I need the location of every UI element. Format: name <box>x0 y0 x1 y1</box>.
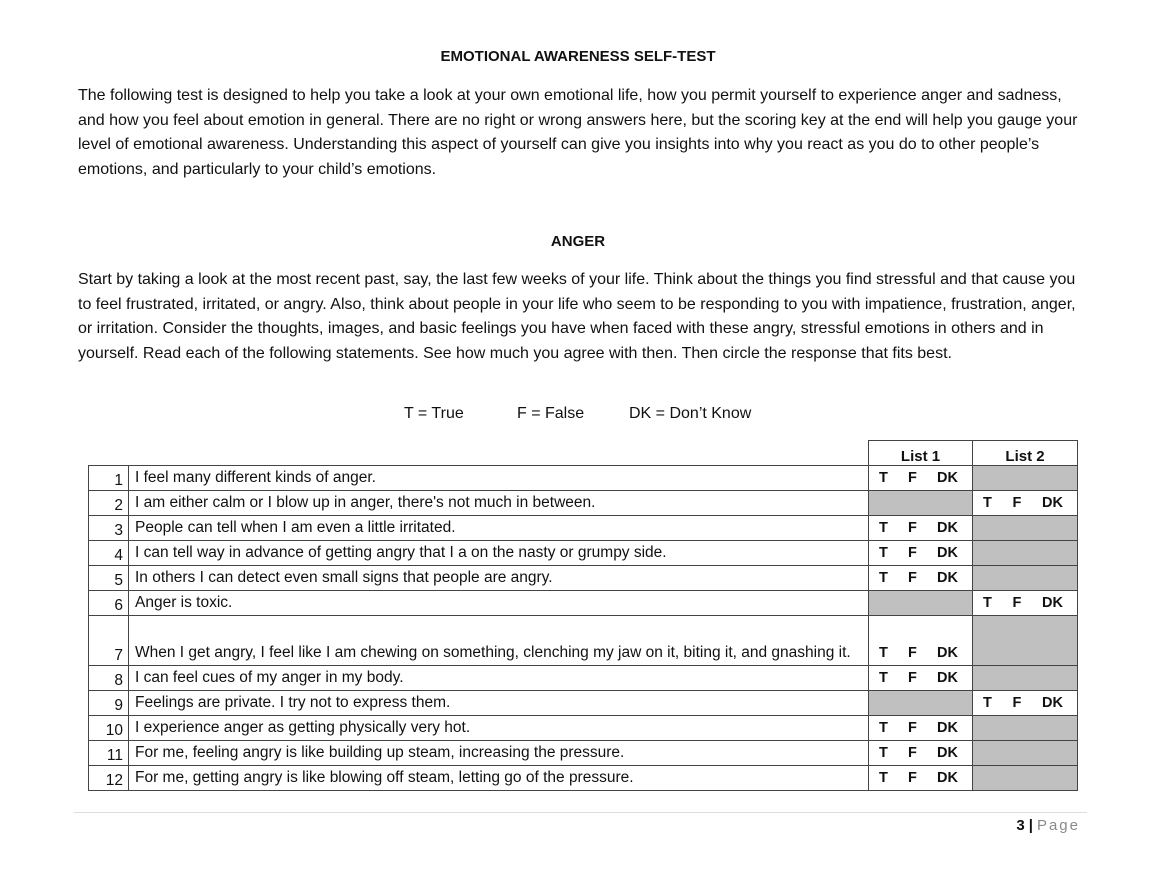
response-option-false[interactable]: F <box>908 745 917 761</box>
response-option-false[interactable]: F <box>908 545 917 561</box>
anger-statements-table <box>88 440 1078 791</box>
response-option-dont-know[interactable]: DK <box>1042 495 1063 511</box>
statement-text: For me, getting angry is like blowing off steam, letting go of the pressure. <box>129 766 869 791</box>
table-row <box>89 591 1078 616</box>
list-1-shaded-cell <box>869 491 973 516</box>
statement-number: 2 <box>89 491 129 516</box>
list-1-response-cell[interactable] <box>869 741 973 766</box>
table-row <box>89 516 1078 541</box>
response-option-true[interactable]: T <box>879 720 888 736</box>
statement-number: 11 <box>89 741 129 766</box>
list-2-response-cell[interactable] <box>973 591 1078 616</box>
table-row <box>89 541 1078 566</box>
response-option-dont-know[interactable]: DK <box>937 545 958 561</box>
statement-text: In others I can detect even small signs that people are angry. <box>129 566 869 591</box>
statement-text: I can tell way in advance of getting angry that I a on the nasty or grumpy side. <box>129 541 869 566</box>
list-2-shaded-cell <box>973 666 1078 691</box>
table-row <box>89 616 1078 666</box>
response-option-false[interactable]: F <box>908 470 917 486</box>
statement-number: 7 <box>89 616 129 666</box>
response-option-true[interactable]: T <box>879 770 888 786</box>
list-2-shaded-cell <box>973 466 1078 491</box>
statement-number: 1 <box>89 466 129 491</box>
statement-text: I can feel cues of my anger in my body. <box>129 666 869 691</box>
document-title: EMOTIONAL AWARENESS SELF-TEST <box>440 48 716 65</box>
response-option-dont-know[interactable]: DK <box>1042 695 1063 711</box>
footer-divider <box>74 812 1087 813</box>
table-row <box>89 741 1078 766</box>
list-2-shaded-cell <box>973 516 1078 541</box>
table-header-row <box>89 441 1078 466</box>
list-2-shaded-cell <box>973 541 1078 566</box>
list-1-shaded-cell <box>869 691 973 716</box>
list-1-shaded-cell <box>869 591 973 616</box>
list-1-response-cell[interactable] <box>869 616 973 666</box>
list-2-shaded-cell <box>973 566 1078 591</box>
list-1-header: List 1 <box>869 441 973 466</box>
response-option-true[interactable]: T <box>879 745 888 761</box>
table-row <box>89 691 1078 716</box>
legend-false: F = False <box>517 405 585 422</box>
list-1-response-cell[interactable] <box>869 516 973 541</box>
page-number: 3 <box>1016 817 1025 834</box>
response-option-false[interactable]: F <box>908 670 917 686</box>
statement-number: 12 <box>89 766 129 791</box>
list-2-shaded-cell <box>973 616 1078 666</box>
statement-number: 6 <box>89 591 129 616</box>
table-row <box>89 766 1078 791</box>
response-option-false[interactable]: F <box>908 770 917 786</box>
list-2-header: List 2 <box>973 441 1078 466</box>
statement-number: 10 <box>89 716 129 741</box>
list-1-response-cell[interactable] <box>869 466 973 491</box>
response-option-false[interactable]: F <box>1012 695 1022 711</box>
response-option-false[interactable]: F <box>1012 595 1022 611</box>
response-option-dont-know[interactable]: DK <box>937 470 958 486</box>
response-option-true[interactable]: T <box>879 645 888 661</box>
response-option-dont-know[interactable]: DK <box>1042 595 1063 611</box>
page-footer <box>1016 817 1080 834</box>
statement-number: 9 <box>89 691 129 716</box>
legend-dont-know: DK = Don’t Know <box>629 405 752 422</box>
page-label: Page <box>1036 817 1080 834</box>
response-option-true[interactable]: T <box>983 695 992 711</box>
response-option-true[interactable]: T <box>983 595 992 611</box>
list-2-shaded-cell <box>973 766 1078 791</box>
statement-text: People can tell when I am even a little irritated. <box>129 516 869 541</box>
response-option-dont-know[interactable]: DK <box>937 645 958 661</box>
response-option-false[interactable]: F <box>908 520 917 536</box>
list-1-response-cell[interactable] <box>869 766 973 791</box>
table-row <box>89 491 1078 516</box>
section-heading-anger: ANGER <box>550 233 606 250</box>
response-option-true[interactable]: T <box>879 570 888 586</box>
legend-true: T = True <box>404 405 464 422</box>
list-2-shaded-cell <box>973 716 1078 741</box>
response-option-false[interactable]: F <box>908 720 917 736</box>
list-2-shaded-cell <box>973 741 1078 766</box>
list-2-response-cell[interactable] <box>973 491 1078 516</box>
list-1-response-cell[interactable] <box>869 541 973 566</box>
response-option-true[interactable]: T <box>879 545 888 561</box>
statement-text: Feelings are private. I try not to express them. <box>129 691 869 716</box>
list-1-response-cell[interactable] <box>869 566 973 591</box>
statement-number: 3 <box>89 516 129 541</box>
response-option-true[interactable]: T <box>879 670 888 686</box>
statement-text: When I get angry, I feel like I am chewing on something, clenching my jaw on it, biting it, and gnashing it. <box>129 616 869 666</box>
list-2-response-cell[interactable] <box>973 691 1078 716</box>
statement-text: For me, feeling angry is like building up steam, increasing the pressure. <box>129 741 869 766</box>
response-option-dont-know[interactable]: DK <box>937 770 958 786</box>
statement-number: 5 <box>89 566 129 591</box>
response-option-true[interactable]: T <box>879 520 888 536</box>
statement-text: I feel many different kinds of anger. <box>129 466 869 491</box>
anger-instructions-paragraph: Start by taking a look at the most recent past, say, the last few weeks of your life. Think about the things you find stressful and that cause you to feel frustrated, irritated, or angry. Also, think about people in your life who seem to be responding to you with impatience, frustration, anger, or irritation. Consider the thoughts, images, and basic feelings you have when faced with these angry, stressful emotions in others and in yourself. Read each of the following statements. See how much you agree with then. Then circle the response that fits best. <box>78 271 1076 362</box>
list-1-response-cell[interactable] <box>869 666 973 691</box>
table-row <box>89 566 1078 591</box>
response-option-true[interactable]: T <box>983 495 992 511</box>
statement-number: 8 <box>89 666 129 691</box>
response-option-true[interactable]: T <box>879 470 888 486</box>
response-option-false[interactable]: F <box>1012 495 1022 511</box>
statement-text: Anger is toxic. <box>129 591 869 616</box>
response-option-dont-know[interactable]: DK <box>937 520 958 536</box>
statement-text: I experience anger as getting physically very hot. <box>129 716 869 741</box>
table-row <box>89 466 1078 491</box>
response-option-dont-know[interactable]: DK <box>937 745 958 761</box>
response-option-false[interactable]: F <box>908 570 917 586</box>
response-option-dont-know[interactable]: DK <box>937 720 958 736</box>
response-option-dont-know[interactable]: DK <box>937 670 958 686</box>
page-separator: | <box>1028 817 1033 834</box>
statement-text: I am either calm or I blow up in anger, there's not much in between. <box>129 491 869 516</box>
response-option-dont-know[interactable]: DK <box>937 570 958 586</box>
table-row <box>89 666 1078 691</box>
statement-number: 4 <box>89 541 129 566</box>
table-row <box>89 716 1078 741</box>
response-option-false[interactable]: F <box>908 645 917 661</box>
intro-paragraph: The following test is designed to help you take a look at your own emotional life, how you permit yourself to experience anger and sadness, and how you feel about emotion in general. There are no right or wrong answers here, but the scoring key at the end will help you gauge your level of emotional awareness. Understanding this aspect of yourself can give you insights into why you react as you do to other people’s emotions, and particularly to your child’s emotions. <box>78 87 1078 178</box>
list-1-response-cell[interactable] <box>869 716 973 741</box>
